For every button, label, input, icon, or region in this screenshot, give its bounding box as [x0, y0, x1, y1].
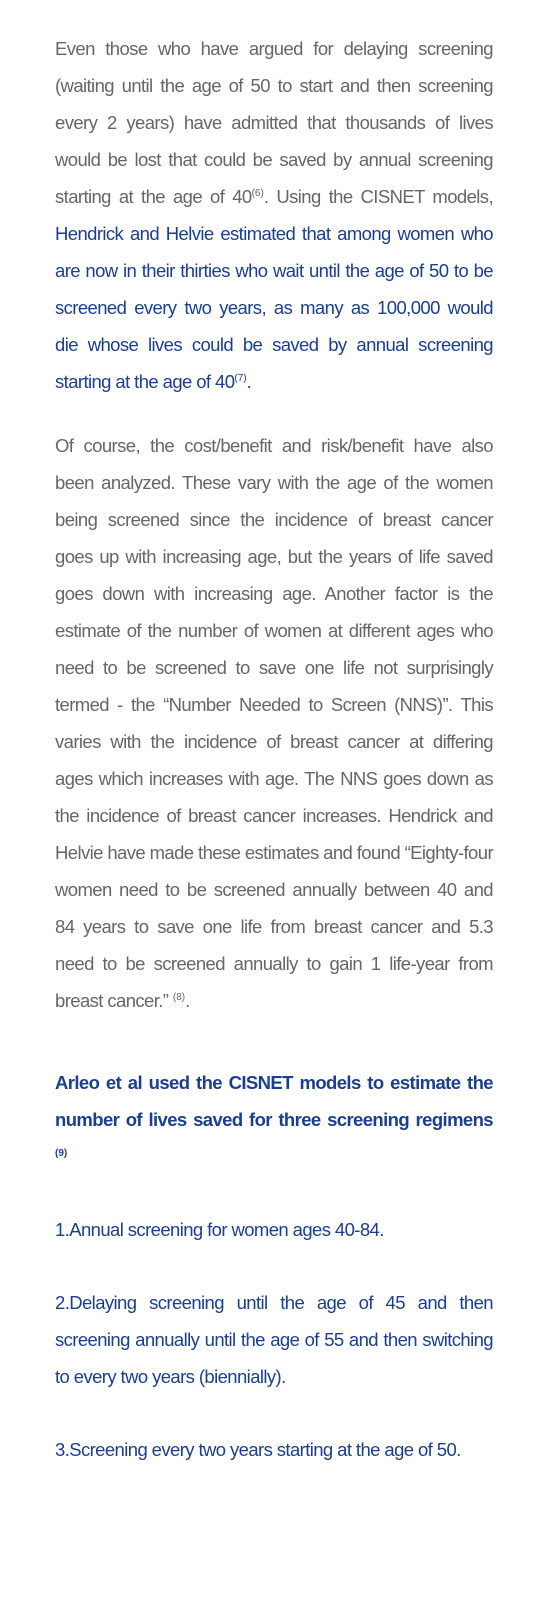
paragraph-text: . Using the CISNET models, [263, 186, 493, 207]
citation-ref: (7) [234, 373, 247, 384]
regimen-item-2: 2.Delaying screening until the age of 45 and then screening annually until the age of 55 and then switching to every two years (biennially). [55, 1292, 493, 1387]
regimen-item-3: 3.Screening every two years starting at the age of 50. [55, 1439, 461, 1460]
paragraph-tail: . [185, 990, 190, 1011]
heading-text: Arleo et al used the CISNET models to estimate the number of lives saved for three screening regimens [55, 1072, 493, 1130]
section-heading [55, 1064, 493, 1175]
paragraph-delayed-screening [55, 30, 493, 400]
citation-ref: (6) [251, 188, 264, 199]
citation-ref: (9) [55, 1148, 68, 1159]
paragraph-cost-benefit [55, 427, 493, 1019]
regimen-item-1: 1.Annual screening for women ages 40-84. [55, 1219, 384, 1240]
highlighted-finding: Hendrick and Helvie estimated that among women who are now in their thirties who wait until the age of 50 to be screened every two years, as many as 100,000 would die whose lives could be saved by annual screening starting at the age of 40 [55, 223, 493, 392]
citation-ref: (8) [172, 992, 186, 1003]
paragraph-text: Of course, the cost/benefit and risk/benefit have also been analyzed. These vary with the age of the women being screened since the incidence of breast cancer goes up with increasing age, but the years of life saved goes down with increasing age. Another factor is the estimate of the number of women at different ages who need to be screened to save one life not surprisingly termed - the “Number Needed to Screen (NNS)”. This varies with the incidence of breast cancer at differing ages which increases with age. The NNS goes down as the incidence of breast cancer increases. Hendrick and Helvie have made these estimates and found “Eighty-four women need to be screened annually between 40 and 84 years to save one life from breast cancer and 5.3 need to be screened annually to gain 1 life-year from breast cancer.” [55, 435, 493, 1011]
paragraph-text: Even those who have argued for delaying screening (waiting until the age of 50 to start and then screening every 2 years) have admitted that thousands of lives would be lost that could be saved by annual screening starting at the age of 40 [55, 38, 493, 207]
paragraph-tail: . [246, 371, 252, 392]
